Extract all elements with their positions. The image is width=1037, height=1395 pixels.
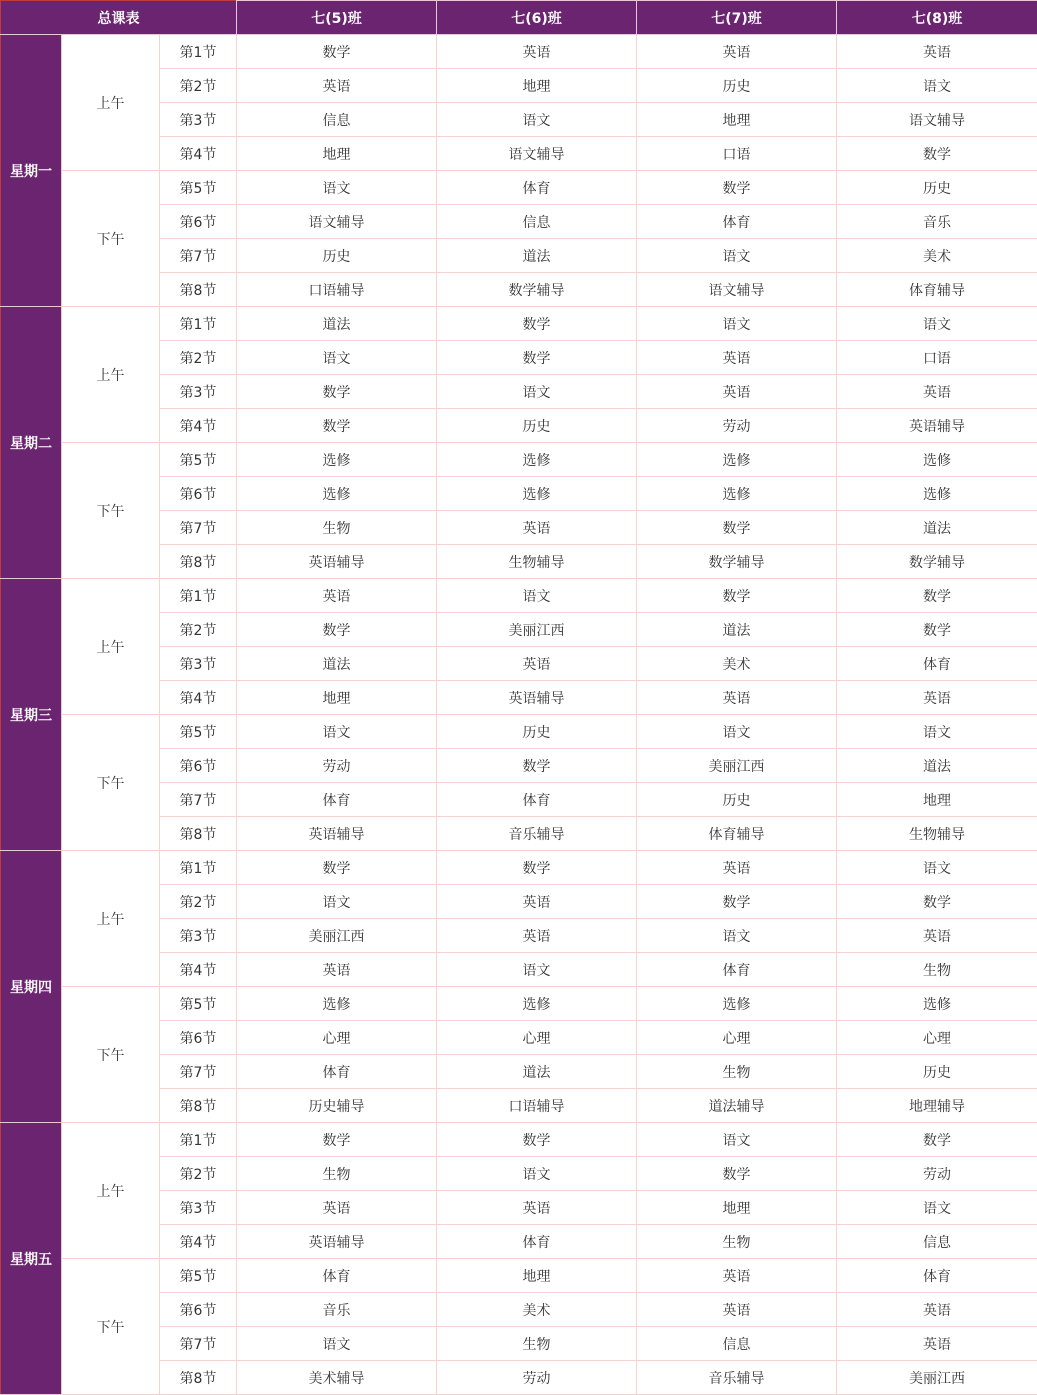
subject-cell: 地理 bbox=[437, 1259, 637, 1293]
subject-cell: 英语 bbox=[237, 953, 437, 987]
subject-cell: 语文 bbox=[437, 375, 637, 409]
subject-cell: 数学 bbox=[837, 1123, 1037, 1157]
subject-cell: 体育 bbox=[637, 953, 837, 987]
subject-cell: 语文辅导 bbox=[637, 273, 837, 307]
subject-cell: 体育 bbox=[437, 783, 637, 817]
period-label: 第4节 bbox=[160, 681, 237, 715]
subject-cell: 生物辅导 bbox=[437, 545, 637, 579]
subject-cell: 体育辅导 bbox=[637, 817, 837, 851]
subject-cell: 生物 bbox=[637, 1225, 837, 1259]
subject-cell: 美丽江西 bbox=[237, 919, 437, 953]
subject-cell: 选修 bbox=[637, 443, 837, 477]
period-label: 第8节 bbox=[160, 1089, 237, 1123]
subject-cell: 历史辅导 bbox=[237, 1089, 437, 1123]
subject-cell: 英语 bbox=[837, 1293, 1037, 1327]
subject-cell: 选修 bbox=[637, 987, 837, 1021]
table-row bbox=[1, 851, 1037, 885]
schedule-body bbox=[1, 35, 1037, 1395]
subject-cell: 英语 bbox=[637, 681, 837, 715]
subject-cell: 数学 bbox=[437, 749, 637, 783]
subject-cell: 体育 bbox=[437, 171, 637, 205]
subject-cell: 英语 bbox=[237, 69, 437, 103]
subject-cell: 选修 bbox=[437, 443, 637, 477]
subject-cell: 历史 bbox=[437, 715, 637, 749]
period-label: 第5节 bbox=[160, 1259, 237, 1293]
subject-cell: 体育 bbox=[237, 783, 437, 817]
session-label: 上午 bbox=[62, 1123, 160, 1259]
subject-cell: 语文 bbox=[837, 715, 1037, 749]
subject-cell: 语文辅导 bbox=[837, 103, 1037, 137]
subject-cell: 数学 bbox=[837, 885, 1037, 919]
period-label: 第4节 bbox=[160, 409, 237, 443]
subject-cell: 地理 bbox=[637, 103, 837, 137]
subject-cell: 语文 bbox=[437, 1157, 637, 1191]
period-label: 第4节 bbox=[160, 137, 237, 171]
subject-cell: 劳动 bbox=[637, 409, 837, 443]
subject-cell: 数学 bbox=[437, 341, 637, 375]
subject-cell: 数学 bbox=[237, 851, 437, 885]
subject-cell: 数学 bbox=[637, 511, 837, 545]
subject-cell: 地理 bbox=[237, 681, 437, 715]
period-label: 第5节 bbox=[160, 171, 237, 205]
subject-cell: 语文 bbox=[837, 1191, 1037, 1225]
subject-cell: 地理 bbox=[637, 1191, 837, 1225]
day-label: 星期五 bbox=[1, 1123, 62, 1395]
subject-cell: 英语 bbox=[437, 885, 637, 919]
subject-cell: 语文 bbox=[237, 341, 437, 375]
subject-cell: 数学 bbox=[837, 613, 1037, 647]
table-row bbox=[1, 715, 1037, 749]
subject-cell: 英语 bbox=[637, 341, 837, 375]
subject-cell: 口语 bbox=[637, 137, 837, 171]
period-label: 第8节 bbox=[160, 545, 237, 579]
subject-cell: 语文 bbox=[237, 1327, 437, 1361]
class-header: 七(8)班 bbox=[837, 1, 1037, 35]
subject-cell: 信息 bbox=[637, 1327, 837, 1361]
subject-cell: 道法 bbox=[237, 307, 437, 341]
subject-cell: 数学 bbox=[237, 1123, 437, 1157]
subject-cell: 体育 bbox=[237, 1055, 437, 1089]
table-row bbox=[1, 35, 1037, 69]
table-row bbox=[1, 443, 1037, 477]
subject-cell: 英语 bbox=[437, 647, 637, 681]
period-label: 第3节 bbox=[160, 103, 237, 137]
period-label: 第7节 bbox=[160, 239, 237, 273]
subject-cell: 生物辅导 bbox=[837, 817, 1037, 851]
subject-cell: 地理辅导 bbox=[837, 1089, 1037, 1123]
subject-cell: 数学辅导 bbox=[837, 545, 1037, 579]
subject-cell: 历史 bbox=[637, 783, 837, 817]
session-label: 上午 bbox=[62, 35, 160, 171]
period-label: 第6节 bbox=[160, 1293, 237, 1327]
table-row bbox=[1, 1123, 1037, 1157]
subject-cell: 道法 bbox=[237, 647, 437, 681]
subject-cell: 英语 bbox=[237, 579, 437, 613]
subject-cell: 道法 bbox=[637, 613, 837, 647]
subject-cell: 数学 bbox=[837, 579, 1037, 613]
subject-cell: 英语 bbox=[637, 1293, 837, 1327]
subject-cell: 道法 bbox=[437, 1055, 637, 1089]
subject-cell: 生物 bbox=[637, 1055, 837, 1089]
subject-cell: 口语 bbox=[837, 341, 1037, 375]
subject-cell: 数学 bbox=[237, 613, 437, 647]
subject-cell: 历史 bbox=[637, 69, 837, 103]
subject-cell: 语文 bbox=[637, 715, 837, 749]
subject-cell: 数学 bbox=[637, 885, 837, 919]
class-header: 七(6)班 bbox=[437, 1, 637, 35]
subject-cell: 选修 bbox=[437, 477, 637, 511]
subject-cell: 美术 bbox=[637, 647, 837, 681]
table-row bbox=[1, 1259, 1037, 1293]
table-row bbox=[1, 579, 1037, 613]
subject-cell: 体育 bbox=[637, 205, 837, 239]
subject-cell: 体育辅导 bbox=[837, 273, 1037, 307]
period-label: 第4节 bbox=[160, 953, 237, 987]
subject-cell: 语文 bbox=[237, 715, 437, 749]
subject-cell: 数学辅导 bbox=[437, 273, 637, 307]
period-label: 第6节 bbox=[160, 205, 237, 239]
period-label: 第5节 bbox=[160, 443, 237, 477]
period-label: 第2节 bbox=[160, 69, 237, 103]
subject-cell: 选修 bbox=[837, 443, 1037, 477]
subject-cell: 地理 bbox=[437, 69, 637, 103]
subject-cell: 美术 bbox=[437, 1293, 637, 1327]
subject-cell: 英语 bbox=[237, 1191, 437, 1225]
subject-cell: 体育 bbox=[437, 1225, 637, 1259]
subject-cell: 语文 bbox=[437, 579, 637, 613]
period-label: 第3节 bbox=[160, 647, 237, 681]
period-label: 第2节 bbox=[160, 885, 237, 919]
subject-cell: 数学 bbox=[237, 375, 437, 409]
subject-cell: 数学 bbox=[837, 137, 1037, 171]
subject-cell: 英语 bbox=[837, 681, 1037, 715]
subject-cell: 英语辅导 bbox=[437, 681, 637, 715]
subject-cell: 地理 bbox=[237, 137, 437, 171]
subject-cell: 英语 bbox=[837, 375, 1037, 409]
subject-cell: 美术辅导 bbox=[237, 1361, 437, 1395]
period-label: 第5节 bbox=[160, 987, 237, 1021]
subject-cell: 数学 bbox=[637, 579, 837, 613]
subject-cell: 音乐 bbox=[237, 1293, 437, 1327]
subject-cell: 选修 bbox=[837, 477, 1037, 511]
subject-cell: 英语 bbox=[437, 919, 637, 953]
subject-cell: 心理 bbox=[837, 1021, 1037, 1055]
subject-cell: 英语 bbox=[637, 851, 837, 885]
period-label: 第8节 bbox=[160, 273, 237, 307]
subject-cell: 生物 bbox=[437, 1327, 637, 1361]
subject-cell: 语文辅导 bbox=[437, 137, 637, 171]
subject-cell: 数学 bbox=[437, 1123, 637, 1157]
subject-cell: 英语 bbox=[637, 1259, 837, 1293]
subject-cell: 英语 bbox=[637, 35, 837, 69]
subject-cell: 语文 bbox=[637, 919, 837, 953]
subject-cell: 历史 bbox=[437, 409, 637, 443]
subject-cell: 音乐 bbox=[837, 205, 1037, 239]
subject-cell: 语文 bbox=[837, 307, 1037, 341]
subject-cell: 信息 bbox=[837, 1225, 1037, 1259]
subject-cell: 口语辅导 bbox=[437, 1089, 637, 1123]
period-label: 第1节 bbox=[160, 35, 237, 69]
class-header: 七(7)班 bbox=[637, 1, 837, 35]
period-label: 第6节 bbox=[160, 477, 237, 511]
subject-cell: 道法 bbox=[437, 239, 637, 273]
subject-cell: 语文 bbox=[837, 69, 1037, 103]
subject-cell: 英语 bbox=[837, 1327, 1037, 1361]
header-row bbox=[1, 1, 1037, 35]
session-label: 上午 bbox=[62, 579, 160, 715]
subject-cell: 地理 bbox=[837, 783, 1037, 817]
subject-cell: 选修 bbox=[237, 443, 437, 477]
period-label: 第3节 bbox=[160, 375, 237, 409]
subject-cell: 语文 bbox=[237, 885, 437, 919]
subject-cell: 语文 bbox=[837, 851, 1037, 885]
subject-cell: 数学 bbox=[637, 171, 837, 205]
table-row bbox=[1, 171, 1037, 205]
subject-cell: 美丽江西 bbox=[837, 1361, 1037, 1395]
subject-cell: 数学 bbox=[437, 851, 637, 885]
corner-title: 总课表 bbox=[1, 1, 237, 35]
subject-cell: 英语辅导 bbox=[237, 1225, 437, 1259]
subject-cell: 美术 bbox=[837, 239, 1037, 273]
subject-cell: 语文 bbox=[237, 171, 437, 205]
subject-cell: 英语 bbox=[837, 35, 1037, 69]
period-label: 第1节 bbox=[160, 1123, 237, 1157]
day-label: 星期三 bbox=[1, 579, 62, 851]
subject-cell: 数学 bbox=[237, 409, 437, 443]
subject-cell: 语文 bbox=[437, 953, 637, 987]
period-label: 第7节 bbox=[160, 511, 237, 545]
session-label: 上午 bbox=[62, 307, 160, 443]
subject-cell: 体育 bbox=[837, 1259, 1037, 1293]
subject-cell: 选修 bbox=[637, 477, 837, 511]
period-label: 第8节 bbox=[160, 817, 237, 851]
table-row bbox=[1, 307, 1037, 341]
subject-cell: 语文 bbox=[637, 307, 837, 341]
table-row bbox=[1, 987, 1037, 1021]
session-label: 上午 bbox=[62, 851, 160, 987]
subject-cell: 道法 bbox=[837, 749, 1037, 783]
subject-cell: 生物 bbox=[237, 1157, 437, 1191]
period-label: 第1节 bbox=[160, 307, 237, 341]
subject-cell: 道法辅导 bbox=[637, 1089, 837, 1123]
period-label: 第7节 bbox=[160, 1055, 237, 1089]
session-label: 下午 bbox=[62, 443, 160, 579]
subject-cell: 选修 bbox=[837, 987, 1037, 1021]
subject-cell: 语文辅导 bbox=[237, 205, 437, 239]
subject-cell: 历史 bbox=[237, 239, 437, 273]
session-label: 下午 bbox=[62, 171, 160, 307]
subject-cell: 劳动 bbox=[837, 1157, 1037, 1191]
period-label: 第1节 bbox=[160, 579, 237, 613]
subject-cell: 选修 bbox=[237, 477, 437, 511]
subject-cell: 音乐辅导 bbox=[437, 817, 637, 851]
period-label: 第4节 bbox=[160, 1225, 237, 1259]
subject-cell: 英语 bbox=[637, 375, 837, 409]
session-label: 下午 bbox=[62, 1259, 160, 1395]
period-label: 第5节 bbox=[160, 715, 237, 749]
subject-cell: 英语辅导 bbox=[837, 409, 1037, 443]
period-label: 第2节 bbox=[160, 613, 237, 647]
subject-cell: 语文 bbox=[437, 103, 637, 137]
subject-cell: 信息 bbox=[437, 205, 637, 239]
subject-cell: 选修 bbox=[237, 987, 437, 1021]
subject-cell: 选修 bbox=[437, 987, 637, 1021]
day-label: 星期四 bbox=[1, 851, 62, 1123]
period-label: 第7节 bbox=[160, 783, 237, 817]
subject-cell: 语文 bbox=[637, 239, 837, 273]
day-label: 星期二 bbox=[1, 307, 62, 579]
subject-cell: 数学 bbox=[637, 1157, 837, 1191]
subject-cell: 音乐辅导 bbox=[637, 1361, 837, 1395]
subject-cell: 生物 bbox=[837, 953, 1037, 987]
class-header: 七(5)班 bbox=[237, 1, 437, 35]
subject-cell: 体育 bbox=[837, 647, 1037, 681]
subject-cell: 生物 bbox=[237, 511, 437, 545]
period-label: 第3节 bbox=[160, 1191, 237, 1225]
subject-cell: 英语辅导 bbox=[237, 817, 437, 851]
subject-cell: 体育 bbox=[237, 1259, 437, 1293]
subject-cell: 历史 bbox=[837, 171, 1037, 205]
subject-cell: 英语 bbox=[437, 1191, 637, 1225]
period-label: 第2节 bbox=[160, 1157, 237, 1191]
period-label: 第6节 bbox=[160, 749, 237, 783]
subject-cell: 口语辅导 bbox=[237, 273, 437, 307]
subject-cell: 英语 bbox=[837, 919, 1037, 953]
subject-cell: 心理 bbox=[637, 1021, 837, 1055]
subject-cell: 劳动 bbox=[237, 749, 437, 783]
period-label: 第3节 bbox=[160, 919, 237, 953]
period-label: 第8节 bbox=[160, 1361, 237, 1395]
subject-cell: 美丽江西 bbox=[437, 613, 637, 647]
session-label: 下午 bbox=[62, 987, 160, 1123]
subject-cell: 数学 bbox=[237, 35, 437, 69]
subject-cell: 道法 bbox=[837, 511, 1037, 545]
subject-cell: 英语 bbox=[437, 35, 637, 69]
subject-cell: 信息 bbox=[237, 103, 437, 137]
subject-cell: 语文 bbox=[637, 1123, 837, 1157]
session-label: 下午 bbox=[62, 715, 160, 851]
subject-cell: 心理 bbox=[437, 1021, 637, 1055]
subject-cell: 美丽江西 bbox=[637, 749, 837, 783]
period-label: 第7节 bbox=[160, 1327, 237, 1361]
day-label: 星期一 bbox=[1, 35, 62, 307]
subject-cell: 历史 bbox=[837, 1055, 1037, 1089]
period-label: 第6节 bbox=[160, 1021, 237, 1055]
period-label: 第2节 bbox=[160, 341, 237, 375]
subject-cell: 英语辅导 bbox=[237, 545, 437, 579]
period-label: 第1节 bbox=[160, 851, 237, 885]
subject-cell: 数学辅导 bbox=[637, 545, 837, 579]
subject-cell: 劳动 bbox=[437, 1361, 637, 1395]
subject-cell: 心理 bbox=[237, 1021, 437, 1055]
subject-cell: 数学 bbox=[437, 307, 637, 341]
subject-cell: 英语 bbox=[437, 511, 637, 545]
